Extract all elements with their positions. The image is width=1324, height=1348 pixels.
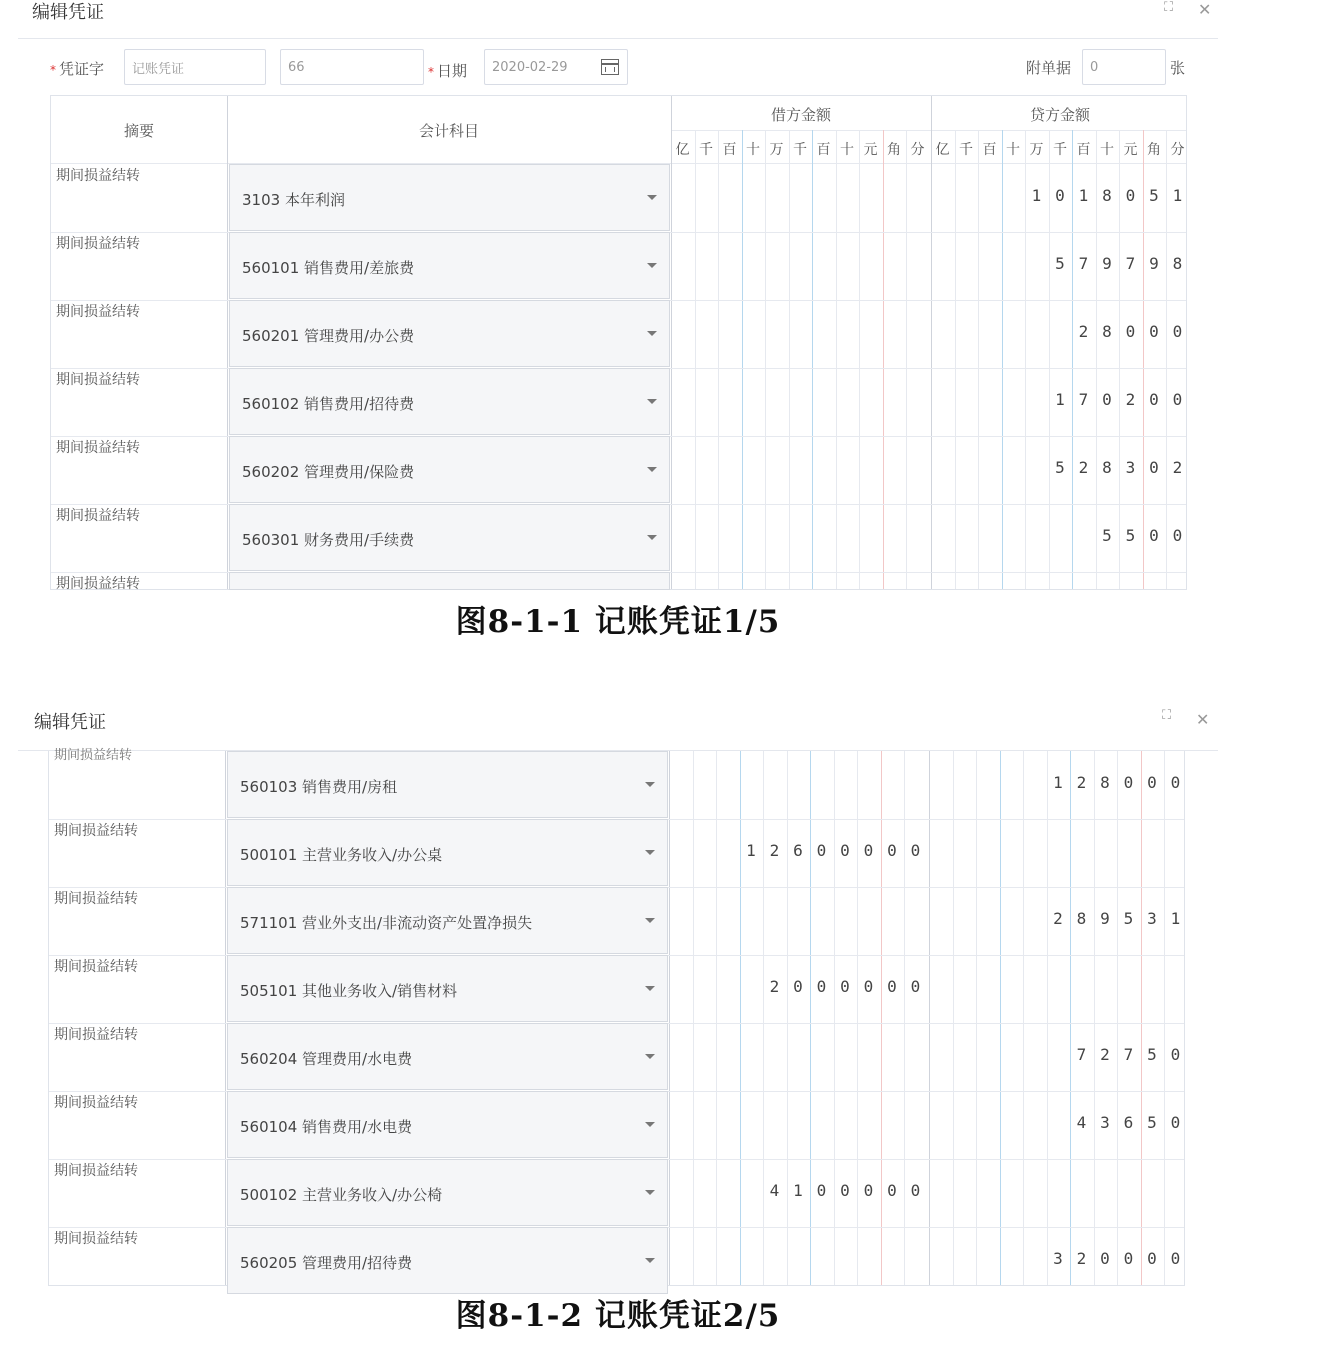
amount-digit: 3 (1125, 458, 1136, 477)
subject-select[interactable] (229, 504, 670, 571)
amount-digit: 4 (769, 1181, 780, 1200)
title-divider (18, 38, 1218, 39)
table-row (49, 887, 1184, 955)
amount-digit: 8 (1102, 458, 1112, 477)
chevron-down-icon[interactable] (647, 467, 657, 472)
subject-select[interactable] (227, 1023, 668, 1090)
credit-unit-label: 百 (1076, 142, 1091, 158)
subject-text: 560103 销售费用/房租 (240, 778, 398, 796)
amount-digit: 2 (1076, 773, 1087, 792)
chevron-down-icon[interactable] (647, 535, 657, 540)
subject-text: 500102 主营业务收入/办公椅 (240, 1186, 443, 1204)
debit-unit-label: 十 (840, 142, 854, 158)
amount-digit: 0 (910, 841, 921, 860)
figure-caption-2: 图8-1-2 记账凭证2/5 (455, 1298, 781, 1334)
amount-digit: 8 (1102, 186, 1112, 205)
amount-digit: 5 (1125, 526, 1136, 545)
chevron-down-icon[interactable] (645, 986, 655, 991)
amount-digit: 1 (1078, 186, 1089, 205)
amount-digit: 0 (1100, 1249, 1110, 1268)
amount-digit: 7 (1078, 390, 1089, 409)
summary-cell[interactable]: 期间损益结转 (54, 1163, 138, 1179)
subject-select[interactable] (227, 751, 668, 818)
amount-digit: 0 (1149, 322, 1159, 341)
amount-digit: 2 (1053, 909, 1063, 928)
attachments-input[interactable] (1082, 49, 1166, 85)
summary-cell[interactable]: 期间损益结转 (56, 372, 140, 388)
amount-digit: 1 (1170, 909, 1181, 928)
chevron-down-icon[interactable] (645, 1258, 655, 1263)
amount-digit: 2 (1078, 458, 1089, 477)
subject-text: 560101 销售费用/差旅费 (242, 259, 415, 277)
chevron-down-icon[interactable] (647, 195, 657, 200)
amount-digit: 1 (793, 1181, 803, 1200)
amount-digit: 9 (1102, 254, 1112, 273)
amount-digit: 8 (1102, 322, 1112, 341)
amount-digit: 0 (1123, 773, 1134, 792)
subject-text: 560301 财务费用/手续费 (242, 531, 415, 549)
summary-cell[interactable]: 期间损益结转 (56, 576, 140, 592)
amount-digit: 0 (1172, 526, 1183, 545)
subject-select[interactable] (229, 368, 670, 435)
amount-digit: 0 (1125, 322, 1136, 341)
amount-digit: 0 (1123, 1249, 1134, 1268)
table-row (49, 1159, 1184, 1227)
amount-digit: 2 (1172, 458, 1183, 477)
amount-digit: 3 (1100, 1113, 1110, 1132)
close-icon[interactable]: ✕ (1198, 0, 1212, 19)
credit-unit-label: 千 (959, 142, 973, 158)
debit-unit-label: 十 (746, 142, 760, 158)
amount-digit: 8 (1076, 909, 1087, 928)
amount-digit: 2 (769, 841, 780, 860)
voucher-type-select[interactable] (124, 49, 266, 85)
credit-unit-label: 元 (1123, 142, 1138, 158)
chevron-down-icon[interactable] (647, 331, 657, 336)
amount-digit: 0 (1147, 773, 1157, 792)
figure-caption-1: 图8-1-1 记账凭证1/5 (455, 604, 781, 640)
subject-text: 560205 管理费用/招待费 (240, 1254, 413, 1272)
subject-select[interactable] (229, 232, 670, 299)
chevron-down-icon[interactable] (645, 918, 655, 923)
amount-digit: 9 (1149, 254, 1159, 273)
subject-text: 571101 营业外支出/非流动资产处置净损失 (240, 914, 533, 932)
panel-title: 编辑凭证 (34, 712, 106, 733)
amount-digit: 0 (1147, 1249, 1157, 1268)
amount-digit: 0 (863, 1181, 874, 1200)
amount-digit: 1 (746, 841, 756, 860)
credit-unit-label: 十 (1100, 142, 1114, 158)
subject-select[interactable] (227, 1091, 668, 1158)
voucher-type-label: * 凭证字 (50, 60, 105, 78)
amount-digit: 5 (1147, 1113, 1157, 1132)
debit-unit-label: 万 (769, 142, 784, 158)
summary-cell[interactable]: 期间损益结转 (54, 1095, 138, 1111)
amount-digit: 0 (840, 977, 850, 996)
amount-digit: 0 (816, 1181, 827, 1200)
amount-digit: 0 (1149, 390, 1159, 409)
subject-select[interactable] (227, 1159, 668, 1226)
subject-text: 500101 主营业务收入/办公桌 (240, 846, 443, 864)
subject-text: 560204 管理费用/水电费 (240, 1050, 413, 1068)
amount-digit: 2 (1125, 390, 1136, 409)
voucher-editor-panel-1 (18, 0, 1218, 590)
amount-digit: 5 (1055, 458, 1065, 477)
table-row (51, 232, 1186, 300)
table-row (51, 164, 1186, 232)
debit-unit-label: 元 (863, 142, 878, 158)
chevron-down-icon[interactable] (645, 1054, 655, 1059)
amount-digit: 0 (863, 841, 874, 860)
amount-digit: 8 (1172, 254, 1183, 273)
amount-digit: 0 (1170, 773, 1181, 792)
amount-digit: 2 (1076, 1249, 1087, 1268)
amount-digit: 0 (840, 841, 850, 860)
fullscreen-icon[interactable]: ⛶ (1162, 708, 1172, 723)
credit-unit-label: 十 (1006, 142, 1020, 158)
debit-unit-label: 百 (722, 142, 737, 158)
calendar-icon[interactable] (601, 59, 619, 75)
amount-digit: 0 (816, 841, 827, 860)
amount-digit: 7 (1078, 254, 1089, 273)
amount-digit: 7 (1076, 1045, 1087, 1064)
debit-unit-label: 亿 (675, 142, 690, 158)
amount-digit: 0 (1149, 458, 1159, 477)
voucher-table (48, 748, 1185, 1286)
amount-digit: 1 (1031, 186, 1042, 205)
date-label: * 日期 (428, 62, 468, 80)
chevron-down-icon[interactable] (645, 850, 655, 855)
credit-unit-label: 亿 (935, 142, 950, 158)
summary-cell[interactable]: 期间损益结转 (56, 440, 140, 456)
credit-unit-label: 万 (1029, 142, 1044, 158)
amount-digit: 5 (1149, 186, 1159, 205)
amount-digit: 0 (887, 1181, 897, 1200)
table-row (51, 504, 1186, 572)
debit-unit-label: 角 (887, 142, 901, 158)
amount-digit: 0 (887, 977, 897, 996)
header-subject: 会计科目 (418, 122, 479, 140)
chevron-down-icon[interactable] (647, 263, 657, 268)
subject-select[interactable] (227, 887, 668, 954)
summary-cell[interactable]: 期间损益结转 (54, 959, 138, 975)
subject-select[interactable] (229, 572, 670, 590)
subject-text: 560202 管理费用/保险费 (242, 463, 415, 481)
table-row (51, 436, 1186, 504)
amount-digit: 0 (1170, 1249, 1181, 1268)
amount-digit: 1 (1053, 773, 1063, 792)
amount-digit: 2 (769, 977, 780, 996)
amount-digit: 0 (1125, 186, 1136, 205)
amount-digit: 5 (1102, 526, 1112, 545)
table-row (51, 368, 1186, 436)
amount-digit: 0 (1172, 322, 1183, 341)
credit-unit-label: 角 (1147, 142, 1161, 158)
amount-digit: 2 (1100, 1045, 1110, 1064)
chevron-down-icon[interactable] (645, 1190, 655, 1195)
amount-digit: 0 (910, 977, 921, 996)
amount-digit: 0 (1172, 390, 1183, 409)
summary-cell[interactable]: 期间损益结转 (54, 1231, 138, 1247)
credit-unit-label: 千 (1053, 142, 1067, 158)
amount-digit: 0 (1170, 1113, 1181, 1132)
amount-digit: 9 (1100, 909, 1110, 928)
partial-summary: 期间损益结转 (54, 748, 133, 763)
amount-digit: 8 (1100, 773, 1110, 792)
subject-text: 560102 销售费用/招待费 (242, 395, 415, 413)
fullscreen-icon[interactable]: ⛶ (1164, 0, 1174, 15)
credit-unit-label: 百 (982, 142, 997, 158)
amount-digit: 7 (1123, 1045, 1134, 1064)
header-summary: 摘要 (123, 122, 154, 140)
panel-title: 编辑凭证 (32, 2, 104, 23)
table-row (49, 1023, 1184, 1091)
amount-digit: 0 (1170, 1045, 1181, 1064)
subject-text: 505101 其他业务收入/销售材料 (240, 982, 458, 1000)
subject-text: 3103 本年利润 (242, 191, 345, 209)
amount-digit: 1 (1055, 390, 1065, 409)
amount-digit: 0 (793, 977, 803, 996)
amount-digit: 5 (1055, 254, 1065, 273)
subject-select[interactable] (229, 300, 670, 367)
amount-digit: 7 (1125, 254, 1136, 273)
table-row (49, 1091, 1184, 1159)
amount-digit: 0 (910, 1181, 921, 1200)
header-debit: 借方金额 (770, 106, 831, 124)
credit-unit-label: 分 (1170, 142, 1185, 158)
subject-text: 560201 管理费用/办公费 (242, 327, 415, 345)
subject-select[interactable] (227, 819, 668, 886)
subject-select[interactable] (227, 955, 668, 1022)
close-icon[interactable]: ✕ (1196, 710, 1210, 729)
subject-select[interactable] (229, 164, 670, 231)
amount-digit: 0 (816, 977, 827, 996)
amount-digit: 4 (1076, 1113, 1087, 1132)
summary-cell[interactable]: 期间损益结转 (56, 168, 140, 184)
amount-digit: 0 (1055, 186, 1065, 205)
amount-digit: 0 (863, 977, 874, 996)
attachments-label: 附单据 (1026, 59, 1072, 77)
table-row (49, 819, 1184, 887)
summary-cell[interactable]: 期间损益结转 (56, 304, 140, 320)
table-row (49, 1227, 1184, 1295)
subject-select[interactable] (229, 436, 670, 503)
summary-cell[interactable]: 期间损益结转 (56, 236, 140, 252)
subject-text: 560104 销售费用/水电费 (240, 1118, 413, 1136)
voucher-table (50, 95, 1187, 590)
subject-select[interactable] (227, 1227, 668, 1294)
voucher-editor-panel-2 (18, 700, 1218, 1286)
table-row (49, 955, 1184, 1023)
table-row (51, 300, 1186, 368)
summary-cell[interactable]: 期间损益结转 (54, 1027, 138, 1043)
chevron-down-icon[interactable] (647, 399, 657, 404)
amount-digit: 0 (840, 1181, 850, 1200)
amount-digit: 3 (1053, 1249, 1063, 1268)
voucher-number-input[interactable] (280, 49, 424, 85)
amount-digit: 2 (1078, 322, 1089, 341)
chevron-down-icon[interactable] (645, 782, 655, 787)
amount-digit: 5 (1123, 909, 1134, 928)
summary-cell[interactable]: 期间损益结转 (54, 891, 138, 907)
amount-digit: 6 (793, 841, 803, 860)
attachments-unit: 张 (1170, 59, 1186, 77)
chevron-down-icon[interactable] (645, 1122, 655, 1127)
amount-digit: 1 (1172, 186, 1183, 205)
amount-digit: 5 (1147, 1045, 1157, 1064)
amount-digit: 6 (1123, 1113, 1134, 1132)
summary-cell[interactable]: 期间损益结转 (54, 823, 138, 839)
debit-unit-label: 千 (793, 142, 807, 158)
summary-cell[interactable]: 期间损益结转 (56, 508, 140, 524)
amount-digit: 0 (1149, 526, 1159, 545)
header-divider (671, 130, 1186, 131)
table-row (49, 751, 1184, 819)
debit-unit-label: 分 (910, 142, 925, 158)
amount-digit: 0 (887, 841, 897, 860)
debit-unit-label: 百 (816, 142, 831, 158)
debit-unit-label: 千 (699, 142, 713, 158)
header-credit: 贷方金额 (1029, 106, 1090, 124)
amount-digit: 3 (1147, 909, 1157, 928)
amount-digit: 0 (1102, 390, 1112, 409)
